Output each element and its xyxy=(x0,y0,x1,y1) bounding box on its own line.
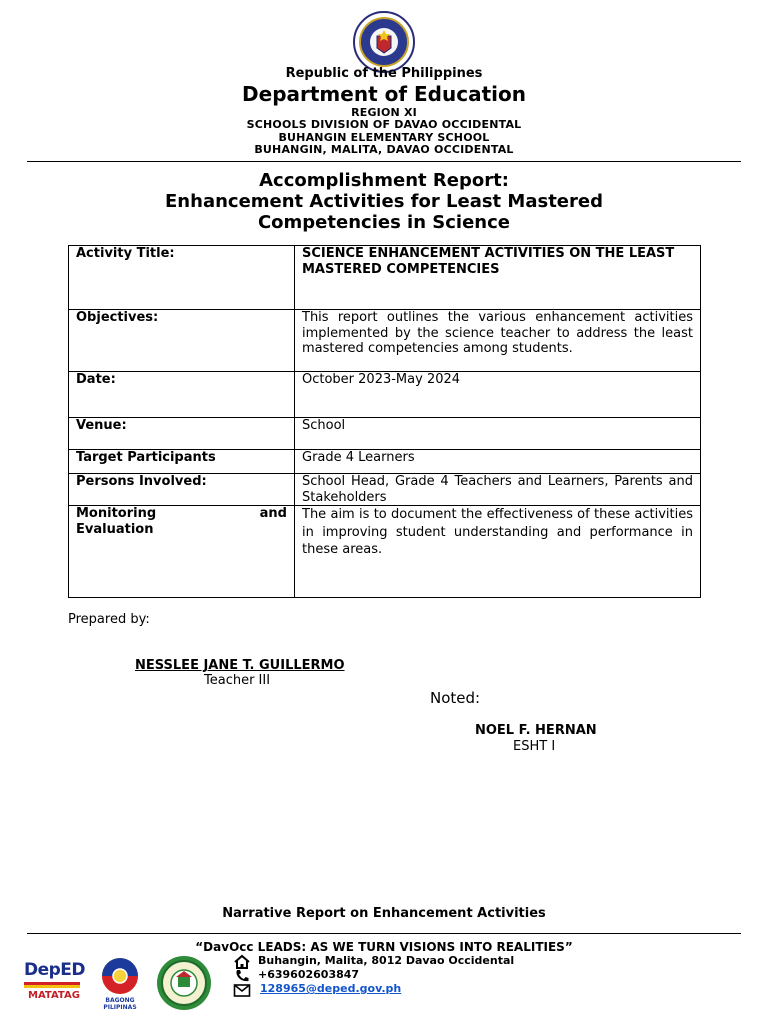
prepared-by-label: Prepared by: xyxy=(68,612,150,627)
persons-involved-value: School Head, Grade 4 Teachers and Learners, Parents and Stakeholders xyxy=(295,474,701,506)
preparer-name: NESSLEE JANE T. GUILLERMO xyxy=(135,658,345,673)
monitoring-evaluation-value: The aim is to document the effectiveness of these activities in improving student understanding and performance in these areas. xyxy=(295,506,701,598)
table-row xyxy=(69,506,701,598)
report-title-line1: Accomplishment Report: xyxy=(259,170,509,191)
target-participants-label: Target Participants xyxy=(69,450,295,474)
noter-name: NOEL F. HERNAN xyxy=(475,723,597,738)
objectives-label: Objectives: xyxy=(69,310,295,372)
venue-label: Venue: xyxy=(69,418,295,450)
footer-document-title: Narrative Report on Enhancement Activities xyxy=(222,906,546,921)
date-value: October 2023-May 2024 xyxy=(295,372,701,418)
region-text: REGION XI xyxy=(351,106,417,119)
contact-address: Buhangin, Malita, 8012 Davao Occidental xyxy=(258,954,515,967)
noted-label: Noted: xyxy=(430,689,481,707)
table-row xyxy=(69,418,701,450)
table-row xyxy=(69,474,701,506)
school-name: BUHANGIN ELEMENTARY SCHOOL xyxy=(278,131,490,144)
logo-stripe-yellow xyxy=(24,985,80,988)
contact-email-link[interactable]: 128965@deped.gov.ph xyxy=(260,982,402,995)
report-title-line2: Enhancement Activities for Least Mastered xyxy=(165,191,603,212)
table-row xyxy=(69,246,701,310)
report-table xyxy=(68,245,701,598)
preparer-position: Teacher III xyxy=(204,673,271,688)
deped-seal-icon xyxy=(348,10,420,74)
email-icon xyxy=(233,982,251,998)
activity-title-label: Activity Title: xyxy=(69,246,295,310)
division-text: SCHOOLS DIVISION OF DAVAO OCCIDENTAL xyxy=(246,118,522,131)
monitoring-label-word3: Evaluation xyxy=(76,521,154,537)
matatag-text: MATATAG xyxy=(28,990,80,1001)
date-label: Date: xyxy=(69,372,295,418)
report-title-line3: Competencies in Science xyxy=(257,212,511,233)
table-row xyxy=(69,310,701,372)
table-row xyxy=(69,450,701,474)
venue-value: School xyxy=(295,418,701,450)
target-participants-value: Grade 4 Learners xyxy=(295,450,701,474)
bagong-pilipinas-emblem-icon xyxy=(92,956,148,996)
republic-text: Republic of the Philippines xyxy=(285,66,483,81)
monitoring-evaluation-label xyxy=(69,506,295,598)
deped-logo-text: DepED xyxy=(24,960,86,980)
activity-title-value: SCIENCE ENHANCEMENT ACTIVITIES ON THE LEAST MASTERED COMPETENCIES xyxy=(295,246,701,310)
monitoring-label-word1: Monitoring xyxy=(76,506,157,521)
division-motto: “DavOcc LEADS: AS WE TURN VISIONS INTO REALITIES” xyxy=(195,940,573,954)
table-row xyxy=(69,372,701,418)
bagong-pilipinas-logo xyxy=(92,956,148,1011)
department-name: Department of Education xyxy=(242,82,526,106)
persons-involved-label: Persons Involved: xyxy=(69,474,295,506)
bagong-pilipinas-text: BAGONG PILIPINAS xyxy=(103,997,137,1011)
school-seal-icon xyxy=(152,955,216,1011)
monitoring-label-word2: and xyxy=(259,506,287,521)
school-address: BUHANGIN, MALITA, DAVAO OCCIDENTAL xyxy=(254,143,514,156)
deped-matatag-logo xyxy=(24,958,88,1006)
objectives-value: This report outlines the various enhancement activities implemented by the science teacher to address the least mastered competencies among students. xyxy=(295,310,701,372)
header-divider xyxy=(27,161,741,162)
contact-phone: +639602603847 xyxy=(258,968,360,981)
footer-divider xyxy=(27,933,741,934)
noter-position: ESHT I xyxy=(513,739,556,754)
